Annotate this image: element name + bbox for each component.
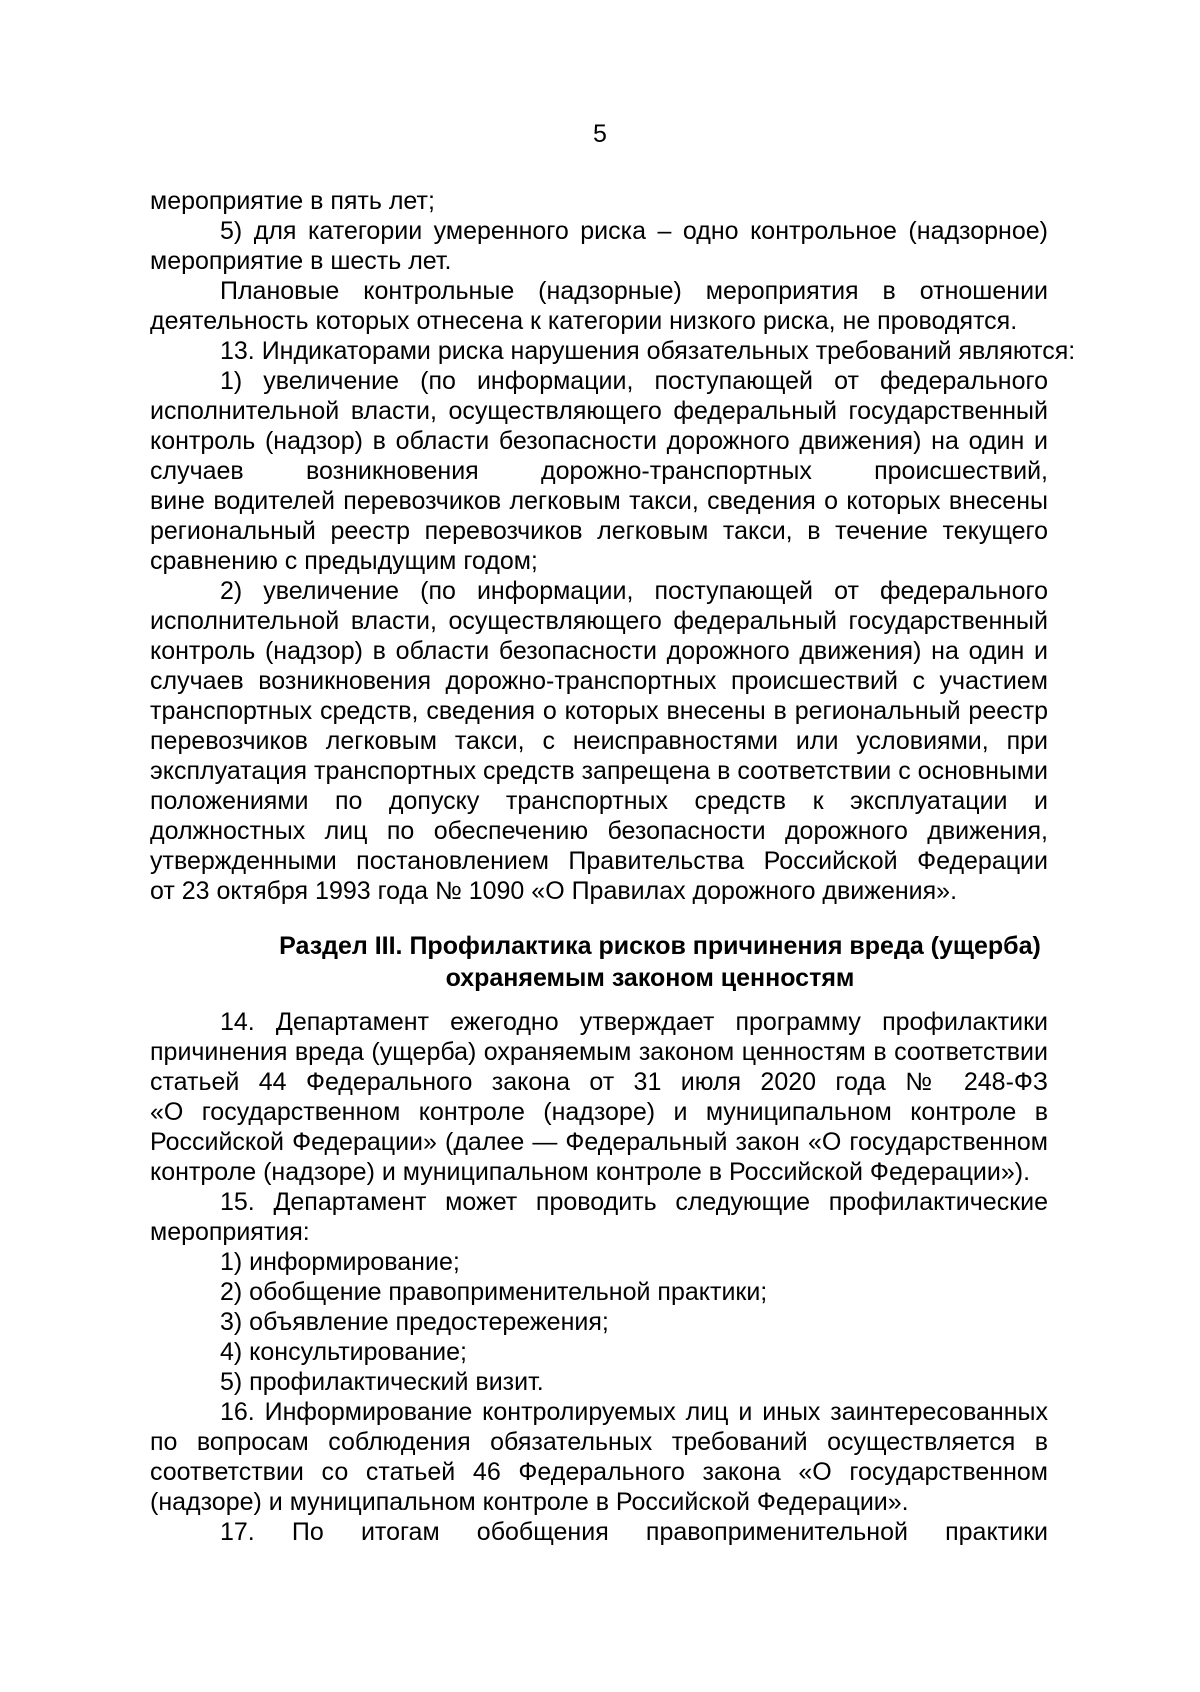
text-line: 14. Департамент ежегодно утверждает программу профилактики	[220, 1008, 1048, 1036]
list-item: 5) профилактический визит.	[220, 1368, 544, 1396]
text-line: 1) увеличение (по информации, поступающей от федерального	[220, 367, 1048, 395]
text-line: исполнительной власти, осуществляющего федеральный государственный	[150, 397, 1048, 425]
text-line: мероприятия:	[150, 1218, 310, 1246]
text-line: контроль (надзор) в области безопасности дорожного движения) на один и	[150, 637, 1048, 665]
text-line: от 23 октября 1993 года № 1090 «О Правилах дорожного движения».	[150, 877, 958, 905]
text-block-risk-categories	[150, 186, 1076, 906]
text-line: по вопросам соблюдения обязательных требований осуществляется в	[150, 1428, 1048, 1456]
text-line: контроле (надзоре) и муниципальном контроле в Российской Федерации»).	[150, 1158, 1031, 1186]
text-line: транспортных средств, сведения о которых внесены в региональный реестр	[150, 697, 1048, 725]
text-line: эксплуатация транспортных средств запрещена в соответствии с основными	[150, 757, 1048, 785]
page-number: 5	[593, 120, 607, 148]
text-line: мероприятие в пять лет;	[150, 187, 435, 215]
text-block-prevention	[150, 1007, 1048, 1547]
text-line: 13. Индикаторами риска нарушения обязательных требований являются:	[220, 337, 1076, 365]
text-line: утвержденными постановлением Правительства Российской Федерации	[150, 847, 1048, 875]
list-item: 1) информирование;	[220, 1248, 460, 1276]
text-line: Плановые контрольные (надзорные) мероприятия в отношении	[220, 277, 1048, 305]
text-line: контроль (надзор) в области безопасности дорожного движения) на один и	[150, 427, 1048, 455]
section-heading	[0, 930, 1200, 994]
text-line: соответствии со статьей 46 Федерального закона «О государственном	[150, 1458, 1048, 1486]
list-item: 3) объявление предостережения;	[220, 1308, 609, 1336]
text-line: деятельность которых отнесена к категории низкого риска, не проводятся.	[150, 307, 1018, 335]
text-line: исполнительной власти, осуществляющего федеральный государственный	[150, 607, 1048, 635]
text-line: причинения вреда (ущерба) охраняемым законом ценностям в соответствии	[150, 1038, 1048, 1066]
text-line: 2) увеличение (по информации, поступающей от федерального	[220, 577, 1048, 605]
text-line: перевозчиков легковым такси, с неисправностями или условиями, при	[150, 727, 1048, 755]
text-line: 5) для категории умеренного риска – одно контрольное (надзорное)	[220, 217, 1048, 245]
list-item: 4) консультирование;	[220, 1338, 467, 1366]
text-line: мероприятие в шесть лет.	[150, 247, 452, 275]
text-line: случаев возникновения дорожно-транспортных происшествий,	[150, 457, 1048, 485]
text-line: Российской Федерации» (далее — Федеральный закон «О государственном	[150, 1128, 1048, 1156]
section-heading-line: охраняемым законом ценностям	[445, 964, 855, 992]
text-line: региональный реестр перевозчиков легковым такси, в течение текущего	[150, 517, 1048, 545]
text-line: случаев возникновения дорожно-транспортных происшествий с участием	[150, 667, 1048, 695]
text-line: «О государственном контроле (надзоре) и муниципальном контроле в	[150, 1098, 1048, 1126]
text-line: сравнению с предыдущим годом;	[150, 547, 538, 575]
text-line: (надзоре) и муниципальном контроле в Российской Федерации».	[150, 1488, 909, 1516]
text-line: 17. По итогам обобщения правоприменительной практики	[220, 1518, 1048, 1546]
text-line: должностных лиц по обеспечению безопасности дорожного движения,	[150, 817, 1048, 845]
text-line: 16. Информирование контролируемых лиц и иных заинтересованных	[220, 1398, 1048, 1426]
text-line: 15. Департамент может проводить следующие профилактические	[220, 1188, 1048, 1216]
text-line: положениями по допуску транспортных средств к эксплуатации и	[150, 787, 1048, 815]
list-item: 2) обобщение правоприменительной практики;	[220, 1278, 768, 1306]
text-line: вине водителей перевозчиков легковым такси, сведения о которых внесены	[150, 487, 1048, 515]
text-line: статьей 44 Федерального закона от 31 июля 2020 года № 248-ФЗ	[150, 1068, 1048, 1096]
section-heading-line: Раздел III. Профилактика рисков причинения вреда (ущерба)	[279, 932, 1041, 960]
